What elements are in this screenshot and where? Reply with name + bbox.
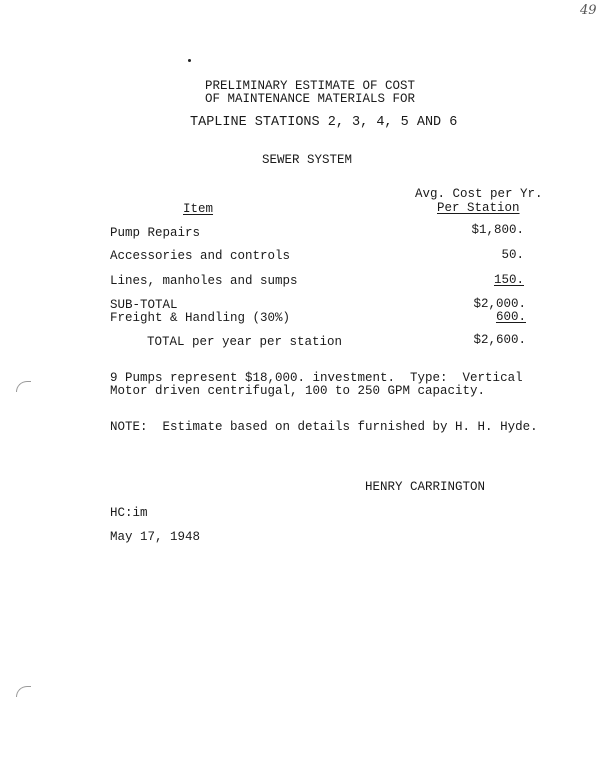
subtotal-cost: $2,000. bbox=[473, 297, 526, 311]
title-line-2: OF MAINTENANCE MATERIALS FOR bbox=[205, 92, 416, 106]
row-cost-lines-manholes: 150. bbox=[493, 273, 524, 287]
document-date: May 17, 1948 bbox=[110, 530, 201, 544]
row-cost-accessories: 50. bbox=[501, 248, 524, 262]
row-cost-pump-repairs: $1,800. bbox=[471, 223, 524, 237]
typist-initials: HC:im bbox=[110, 506, 148, 520]
cost-column-header-line-2: Per Station bbox=[437, 201, 520, 215]
punch-hole-mark bbox=[16, 686, 31, 697]
total-label: TOTAL per year per station bbox=[147, 335, 343, 349]
row-item-lines-manholes: Lines, manholes and sumps bbox=[110, 274, 298, 288]
page-number: 49 bbox=[580, 3, 597, 18]
total-cost: $2,600. bbox=[473, 333, 526, 347]
subtotal-label: SUB-TOTAL bbox=[110, 298, 178, 312]
signature-name: HENRY CARRINGTON bbox=[365, 480, 486, 494]
pumps-note-line-1: 9 Pumps represent $18,000. investment. Type: Vertical bbox=[110, 371, 523, 385]
freight-cost: 600. bbox=[495, 310, 526, 324]
ink-speck bbox=[188, 59, 191, 62]
cost-column-header-line-1: Avg. Cost per Yr. bbox=[415, 187, 543, 201]
item-column-header: Item bbox=[183, 202, 214, 216]
freight-label: Freight & Handling (30%) bbox=[110, 311, 291, 325]
section-heading: SEWER SYSTEM bbox=[262, 153, 353, 167]
title-line-3: TAPLINE STATIONS 2, 3, 4, 5 AND 6 bbox=[190, 115, 458, 130]
pumps-note-line-2: Motor driven centrifugal, 100 to 250 GPM capacity. bbox=[110, 384, 486, 398]
title-line-1: PRELIMINARY ESTIMATE OF COST bbox=[205, 79, 416, 93]
row-item-pump-repairs: Pump Repairs bbox=[110, 226, 201, 240]
estimate-note: NOTE: Estimate based on details furnished by H. H. Hyde. bbox=[110, 420, 538, 434]
row-item-accessories: Accessories and controls bbox=[110, 249, 291, 263]
punch-hole-mark bbox=[16, 381, 31, 392]
